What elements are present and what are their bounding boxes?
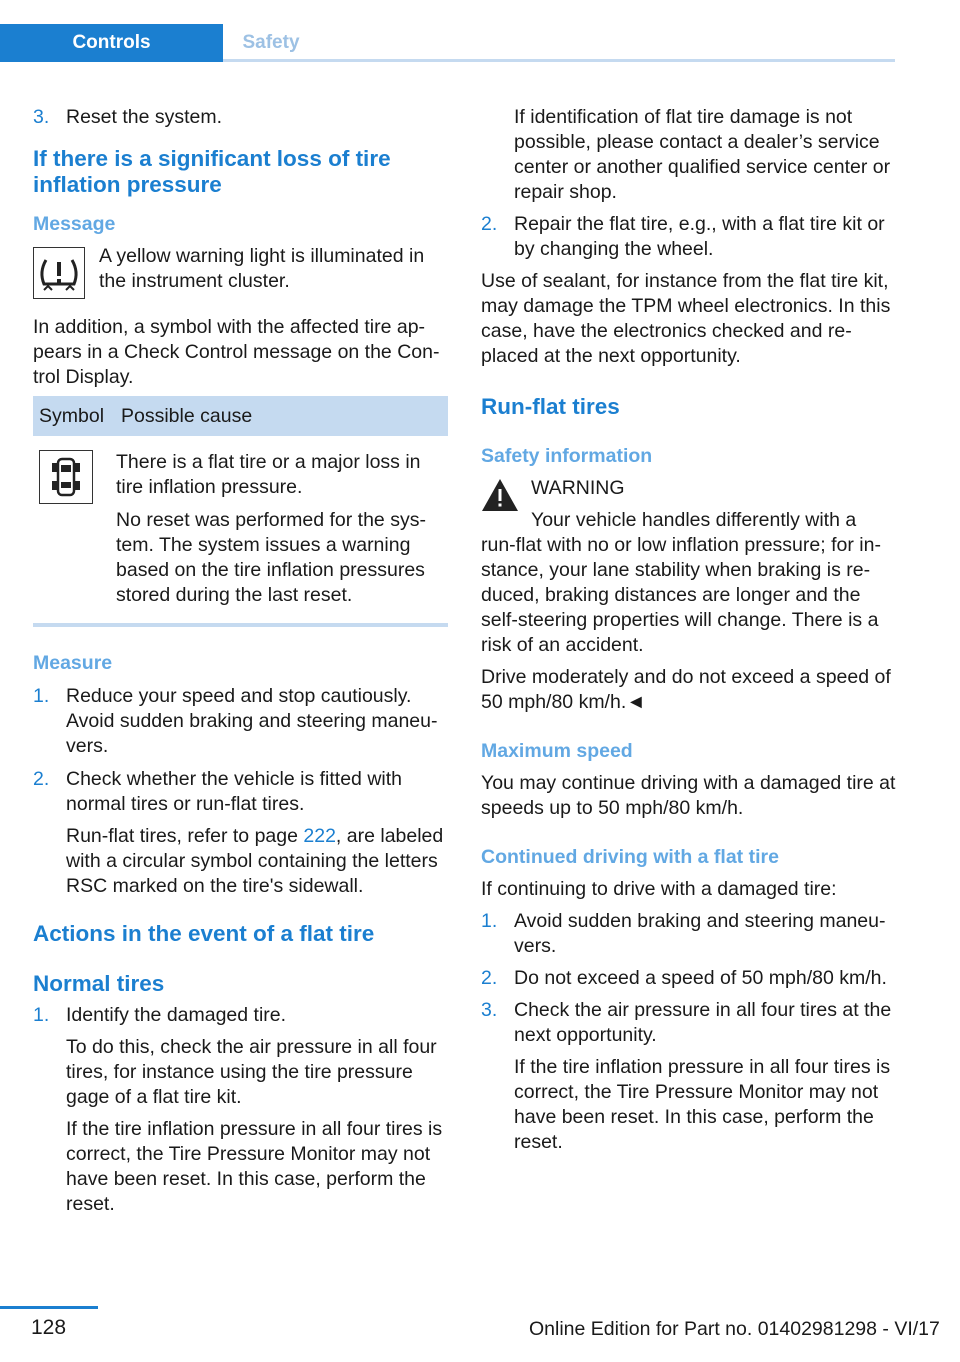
column-header-symbol: Symbol bbox=[33, 396, 115, 436]
symbol-cell bbox=[33, 436, 115, 609]
list-text: Avoid sudden braking and steering maneuvers. bbox=[514, 910, 886, 957]
list-subtext: To do this, check the air pressure in all four tires, for instance using the tire pressure gage of a flat tire kit. bbox=[66, 1036, 437, 1108]
list-item bbox=[33, 105, 448, 130]
column-header-cause: Possible cause bbox=[115, 396, 448, 436]
edition-text: Online Edition for Part no. 01402981298 - VI/17 bbox=[529, 1318, 940, 1340]
list-number: 3. bbox=[33, 106, 50, 128]
footer-rule bbox=[0, 1306, 98, 1309]
list-text: Reduce your speed and stop cautiously. Avoid sudden braking and steering maneuvers. bbox=[66, 685, 438, 757]
list-number: 2. bbox=[481, 213, 498, 235]
message-row bbox=[33, 244, 448, 304]
list-item bbox=[481, 909, 896, 959]
list-item bbox=[33, 767, 448, 899]
header-tabs bbox=[0, 24, 895, 62]
runflat-ref-pre: Run-flat tires, refer to page bbox=[66, 825, 304, 847]
list-number: 3. bbox=[481, 999, 498, 1021]
heading-safety-information: Safety information bbox=[481, 445, 653, 467]
heading-significant-loss: If there is a significant loss of tire inflation pressure bbox=[33, 146, 391, 197]
table-row bbox=[33, 436, 448, 609]
right-column bbox=[481, 100, 896, 1155]
list-item bbox=[33, 1003, 448, 1217]
heading-continued-driving: Continued driving with a flat tire bbox=[481, 846, 779, 868]
warning-label: WARNING bbox=[531, 477, 625, 499]
left-column bbox=[33, 100, 448, 1217]
heading-normal-tires: Normal tires bbox=[33, 971, 165, 996]
tire-pressure-warning-icon bbox=[33, 247, 85, 299]
continued-intro: If continuing to drive with a damaged tire: bbox=[481, 878, 837, 900]
list-text: Check whether the vehicle is fitted with normal tires or run-flat tires. bbox=[66, 768, 402, 815]
list-number: 1. bbox=[33, 685, 50, 707]
list-text: Identify the damaged tire. bbox=[66, 1004, 287, 1026]
list-item bbox=[481, 212, 896, 262]
page-link[interactable]: 222 bbox=[303, 825, 336, 847]
cause-cell bbox=[115, 436, 448, 609]
list-text: Do not exceed a speed of 50 mph/80 km/h. bbox=[514, 967, 887, 989]
list-subtext: If the tire inflation pressure in all four tires is correct, the Tire Pressure Monitor may not have been reset. In this case, perform the reset. bbox=[514, 1056, 891, 1153]
runflat-reference bbox=[66, 824, 448, 899]
warning-triangle-icon bbox=[481, 478, 519, 512]
continued-text: If identification of flat tire damage is not possible, please contact a dealer’s service center or another qualified service center or repair shop. bbox=[514, 106, 891, 203]
cause-text: No reset was performed for the system. The system issues a warning based on the tire inflation pressures stored during the last reset. bbox=[116, 509, 426, 606]
tab-controls[interactable]: Controls bbox=[0, 24, 223, 62]
list-item bbox=[481, 966, 896, 991]
list-number: 1. bbox=[33, 1004, 50, 1026]
list-text: Reset the system. bbox=[66, 106, 223, 128]
list-item bbox=[481, 998, 896, 1155]
heading-run-flat-tires: Run-flat tires bbox=[481, 394, 620, 419]
cause-text: There is a flat tire or a major loss in tire inflation pressure. bbox=[116, 451, 421, 498]
message-text: A yellow warning light is illuminated in the instrument cluster. bbox=[99, 245, 425, 292]
header-divider bbox=[223, 59, 895, 62]
warning-first-line: Your vehicle handles differently with a bbox=[531, 509, 857, 531]
page-number: 128 bbox=[31, 1316, 67, 1339]
car-flat-tire-icon bbox=[39, 450, 93, 504]
heading-maximum-speed: Maximum speed bbox=[481, 740, 633, 762]
table-header-row bbox=[33, 396, 448, 436]
tab-safety[interactable]: Safety bbox=[242, 32, 300, 53]
list-number: 2. bbox=[481, 967, 498, 989]
warning-body: run-flat with no or low inflation pressure; for instance, your lane stability when braking is reduced, braking distances are longer and the self-steering properties will change. There is a risk of an accident. bbox=[481, 534, 881, 656]
sealant-paragraph: Use of sealant, for instance from the flat tire kit, may damage the TPM wheel electronics. In this case, have the electronics checked and replaced at the next opportunity. bbox=[481, 270, 891, 367]
drive-moderately-text: Drive moderately and do not exceed a speed of 50 mph/80 km/h.◄ bbox=[481, 666, 891, 713]
warning-block bbox=[481, 476, 896, 533]
list-item bbox=[33, 684, 448, 759]
list-text: Repair the flat tire, e.g., with a flat tire kit or by changing the wheel. bbox=[514, 213, 885, 260]
heading-actions-flat-tire: Actions in the event of a flat tire bbox=[33, 921, 375, 946]
list-number: 1. bbox=[481, 910, 498, 932]
list-number: 2. bbox=[33, 768, 50, 790]
table-bottom-rule bbox=[33, 623, 448, 627]
heading-measure: Measure bbox=[33, 652, 113, 674]
symbol-table bbox=[33, 396, 448, 609]
list-subtext: If the tire inflation pressure in all four tires is correct, the Tire Pressure Monitor may not have been reset. In this case, perform the reset. bbox=[66, 1118, 443, 1215]
addition-paragraph: In addition, a symbol with the affected tire appears in a Check Control message on the Control Display. bbox=[33, 316, 440, 388]
heading-message: Message bbox=[33, 213, 116, 235]
runflat-ref-post: , are labeled with a circular symbol containing the letters RSC marked on the tire's sidewall. bbox=[66, 825, 444, 897]
list-text: Check the air pressure in all four tires at the next opportunity. bbox=[514, 999, 892, 1046]
max-speed-text: You may continue driving with a damaged tire at speeds up to 50 mph/80 km/h. bbox=[481, 772, 896, 819]
